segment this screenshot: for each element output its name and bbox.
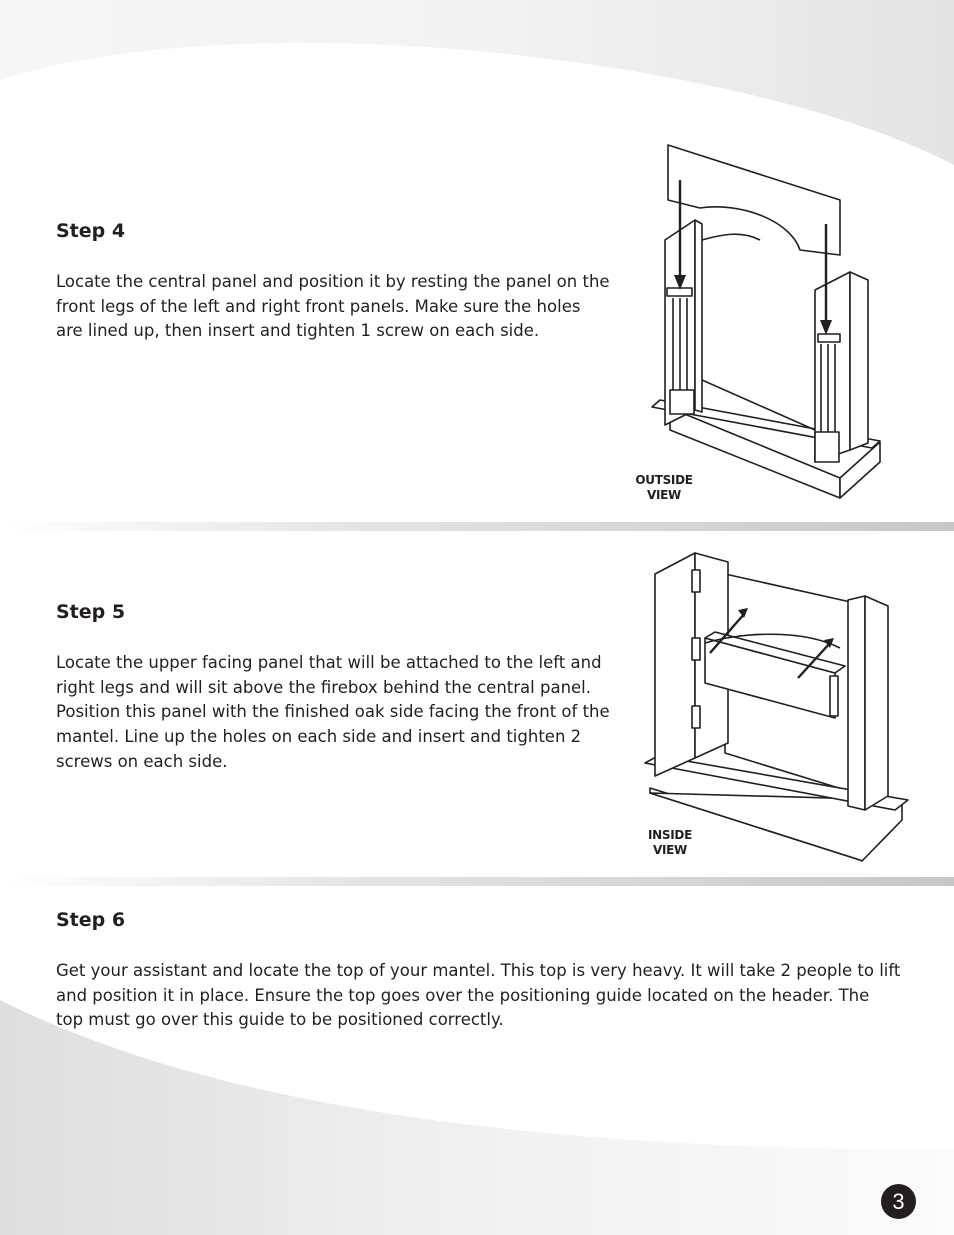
outside-view-label-line-2: VIEW bbox=[647, 488, 681, 502]
inside-view-label bbox=[638, 828, 702, 858]
step-5-inside-view-illustration bbox=[640, 548, 910, 868]
step-6-instructions: Get your assistant and locate the top of your mantel. This top is very heavy. It will take 2 people to lift and position it in place. Ensure the top goes over the positioning guide located on the header. The top must go over this guide to be positioned correctly. bbox=[56, 961, 901, 1030]
step-5-title: Step 5 bbox=[56, 601, 126, 623]
step-4-title: Step 4 bbox=[56, 220, 126, 242]
step-6-title: Step 6 bbox=[56, 909, 126, 931]
page-number: 3 bbox=[881, 1184, 916, 1219]
step-4-outside-view-illustration bbox=[640, 140, 890, 505]
step-4-instructions: Locate the central panel and position it by resting the panel on the front legs of the left and right front panels. Make sure the holes are lined up, then insert and tighten 1 screw on each side. bbox=[56, 272, 610, 341]
section-divider bbox=[0, 522, 954, 531]
outside-view-label bbox=[628, 473, 700, 503]
inside-view-label-line-2: VIEW bbox=[653, 843, 687, 857]
inside-view-label-line-1: INSIDE bbox=[648, 828, 692, 842]
outside-view-label-line-1: OUTSIDE bbox=[635, 473, 693, 487]
section-divider bbox=[0, 877, 954, 886]
step-5-instructions: Locate the upper facing panel that will be attached to the left and right legs and will sit above the firebox behind the central panel. Position this panel with the finished oak side facing the front of the mantel. Line up the holes on each side and insert and tighten 2 screws on each side. bbox=[56, 653, 610, 771]
